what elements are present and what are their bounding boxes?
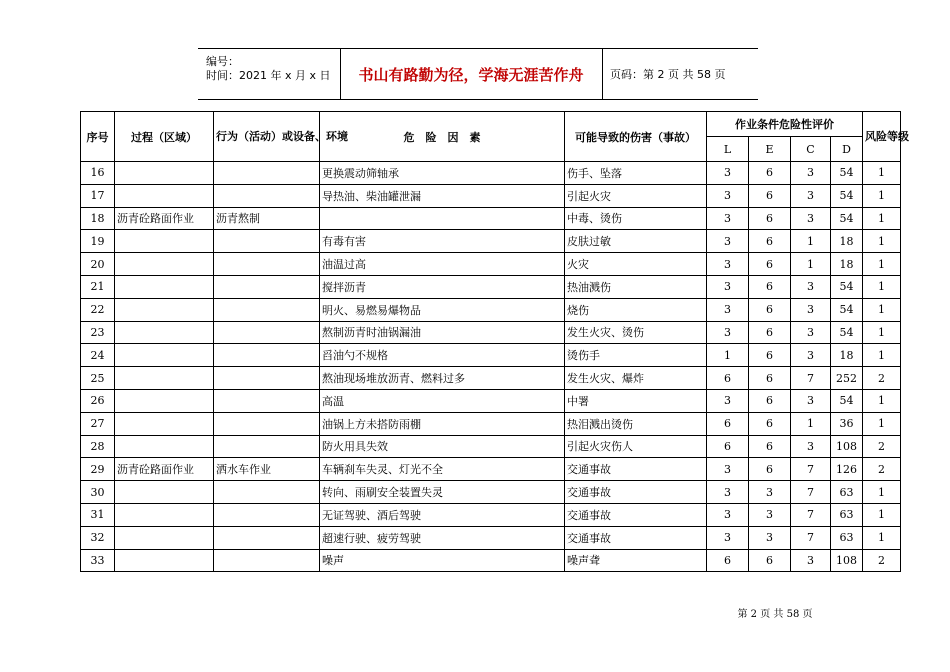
cell-activity — [214, 389, 320, 412]
cell-process — [115, 412, 214, 435]
header-risk-level: 风险等级 — [863, 112, 901, 162]
cell-seq: 23 — [81, 321, 115, 344]
header-process: 过程（区域） — [115, 112, 214, 162]
cell-activity — [214, 367, 320, 390]
cell-L: 6 — [707, 367, 749, 390]
table-row — [81, 207, 901, 230]
cell-activity — [214, 162, 320, 185]
cell-seq: 24 — [81, 344, 115, 367]
cell-process — [115, 435, 214, 458]
table-row — [81, 435, 901, 458]
cell-harm: 发生火灾、烫伤 — [565, 321, 707, 344]
cell-harm: 引起火灾伤人 — [565, 435, 707, 458]
cell-D: 36 — [831, 412, 863, 435]
cell-E: 3 — [749, 526, 791, 549]
cell-harm: 热油溅伤 — [565, 275, 707, 298]
cell-L: 6 — [707, 549, 749, 572]
header-L: L — [707, 137, 749, 162]
cell-hazard: 熬制沥青时油锅漏油 — [320, 321, 565, 344]
cell-risk-level: 1 — [863, 184, 901, 207]
cell-hazard: 舀油勺不规格 — [320, 344, 565, 367]
table-row — [81, 458, 901, 481]
cell-harm: 热泪溅出烫伤 — [565, 412, 707, 435]
cell-E: 6 — [749, 344, 791, 367]
cell-L: 3 — [707, 275, 749, 298]
cell-hazard: 超速行驶、疲劳驾驶 — [320, 526, 565, 549]
cell-harm: 烫伤手 — [565, 344, 707, 367]
cell-C: 7 — [791, 526, 831, 549]
cell-C: 3 — [791, 298, 831, 321]
header-evaluation: 作业条件危险性评价 — [707, 112, 863, 137]
cell-seq: 16 — [81, 162, 115, 185]
cell-hazard: 有毒有害 — [320, 230, 565, 253]
cell-E: 6 — [749, 412, 791, 435]
cell-harm: 交通事故 — [565, 458, 707, 481]
cell-L: 3 — [707, 253, 749, 276]
table-row — [81, 367, 901, 390]
header-E: E — [749, 137, 791, 162]
cell-process — [115, 481, 214, 504]
table-row — [81, 230, 901, 253]
cell-process — [115, 321, 214, 344]
cell-process — [115, 503, 214, 526]
table-row — [81, 162, 901, 185]
cell-process — [115, 275, 214, 298]
cell-D: 18 — [831, 253, 863, 276]
cell-D: 54 — [831, 389, 863, 412]
cell-activity — [214, 275, 320, 298]
cell-activity — [214, 526, 320, 549]
cell-C: 7 — [791, 481, 831, 504]
cell-risk-level: 1 — [863, 503, 901, 526]
table-row — [81, 412, 901, 435]
cell-hazard: 熬油现场堆放沥青、燃料过多 — [320, 367, 565, 390]
table-header-row — [81, 112, 901, 137]
cell-L: 6 — [707, 435, 749, 458]
table-row — [81, 549, 901, 572]
cell-seq: 17 — [81, 184, 115, 207]
header-activity: 行为（活动）或设备、环境 — [214, 112, 320, 162]
cell-seq: 22 — [81, 298, 115, 321]
document-number-label: 编号： — [206, 55, 239, 68]
cell-E: 3 — [749, 503, 791, 526]
cell-activity: 沥青熬制 — [214, 207, 320, 230]
cell-L: 3 — [707, 298, 749, 321]
cell-C: 1 — [791, 412, 831, 435]
cell-L: 6 — [707, 412, 749, 435]
cell-process — [115, 549, 214, 572]
cell-L: 3 — [707, 207, 749, 230]
cell-L: 3 — [707, 321, 749, 344]
cell-seq: 32 — [81, 526, 115, 549]
cell-activity — [214, 481, 320, 504]
cell-C: 3 — [791, 344, 831, 367]
cell-hazard: 转向、雨刷安全装置失灵 — [320, 481, 565, 504]
cell-process — [115, 162, 214, 185]
cell-activity: 洒水车作业 — [214, 458, 320, 481]
header-motto — [340, 49, 603, 99]
cell-hazard — [320, 207, 565, 230]
cell-D: 63 — [831, 526, 863, 549]
cell-C: 3 — [791, 549, 831, 572]
cell-process — [115, 253, 214, 276]
cell-risk-level: 1 — [863, 275, 901, 298]
cell-D: 63 — [831, 503, 863, 526]
cell-E: 6 — [749, 275, 791, 298]
cell-risk-level: 1 — [863, 162, 901, 185]
cell-L: 3 — [707, 389, 749, 412]
cell-risk-level: 1 — [863, 207, 901, 230]
cell-E: 6 — [749, 162, 791, 185]
cell-hazard: 导热油、柴油罐泄漏 — [320, 184, 565, 207]
cell-hazard: 油锅上方未搭防雨棚 — [320, 412, 565, 435]
cell-C: 3 — [791, 389, 831, 412]
cell-risk-level: 2 — [863, 549, 901, 572]
cell-seq: 31 — [81, 503, 115, 526]
cell-C: 3 — [791, 275, 831, 298]
header-hazard: 危 险 因 素 — [320, 112, 565, 162]
cell-D: 18 — [831, 230, 863, 253]
cell-E: 6 — [749, 435, 791, 458]
cell-seq: 18 — [81, 207, 115, 230]
cell-risk-level: 1 — [863, 481, 901, 504]
risk-assessment-table — [80, 111, 909, 572]
cell-activity — [214, 230, 320, 253]
cell-hazard: 噪声 — [320, 549, 565, 572]
cell-process: 沥青砼路面作业 — [115, 458, 214, 481]
cell-process — [115, 230, 214, 253]
cell-seq: 26 — [81, 389, 115, 412]
cell-E: 6 — [749, 389, 791, 412]
table-row — [81, 389, 901, 412]
cell-activity — [214, 549, 320, 572]
cell-risk-level: 1 — [863, 253, 901, 276]
cell-D: 54 — [831, 162, 863, 185]
cell-harm: 伤手、坠落 — [565, 162, 707, 185]
table-row — [81, 481, 901, 504]
cell-seq: 33 — [81, 549, 115, 572]
cell-harm: 噪声聋 — [565, 549, 707, 572]
header-page-number: 页码：第 2 页 共 58 页 — [610, 68, 726, 81]
cell-E: 6 — [749, 253, 791, 276]
cell-C: 1 — [791, 230, 831, 253]
header-harm: 可能导致的伤害（事故） — [565, 112, 707, 162]
cell-E: 6 — [749, 184, 791, 207]
cell-risk-level: 1 — [863, 230, 901, 253]
table-row — [81, 275, 901, 298]
cell-D: 252 — [831, 367, 863, 390]
table-row — [81, 344, 901, 367]
header-meta — [198, 49, 341, 99]
document-date: 时间：2021 年 x 月 x 日 — [206, 69, 331, 82]
cell-process — [115, 298, 214, 321]
cell-D: 54 — [831, 298, 863, 321]
header-D: D — [831, 137, 863, 162]
cell-hazard: 车辆刹车失灵、灯光不全 — [320, 458, 565, 481]
cell-C: 3 — [791, 184, 831, 207]
cell-risk-level: 1 — [863, 298, 901, 321]
cell-activity — [214, 298, 320, 321]
table-row — [81, 253, 901, 276]
cell-D: 108 — [831, 549, 863, 572]
cell-risk-level: 2 — [863, 435, 901, 458]
cell-process — [115, 389, 214, 412]
cell-L: 3 — [707, 162, 749, 185]
table-row — [81, 184, 901, 207]
cell-hazard: 高温 — [320, 389, 565, 412]
cell-E: 6 — [749, 321, 791, 344]
cell-harm: 发生火灾、爆炸 — [565, 367, 707, 390]
cell-seq: 27 — [81, 412, 115, 435]
cell-hazard: 无证驾驶、酒后驾驶 — [320, 503, 565, 526]
cell-seq: 20 — [81, 253, 115, 276]
cell-harm: 引起火灾 — [565, 184, 707, 207]
cell-E: 6 — [749, 458, 791, 481]
cell-L: 3 — [707, 184, 749, 207]
cell-seq: 19 — [81, 230, 115, 253]
cell-harm: 交通事故 — [565, 481, 707, 504]
page-header — [198, 48, 758, 100]
cell-E: 6 — [749, 549, 791, 572]
cell-harm: 火灾 — [565, 253, 707, 276]
cell-risk-level: 2 — [863, 458, 901, 481]
cell-harm: 中毒、烫伤 — [565, 207, 707, 230]
cell-C: 7 — [791, 503, 831, 526]
cell-E: 6 — [749, 367, 791, 390]
cell-D: 18 — [831, 344, 863, 367]
cell-E: 6 — [749, 207, 791, 230]
cell-activity — [214, 435, 320, 458]
cell-process: 沥青砼路面作业 — [115, 207, 214, 230]
cell-L: 3 — [707, 526, 749, 549]
cell-harm: 烧伤 — [565, 298, 707, 321]
cell-risk-level: 1 — [863, 389, 901, 412]
cell-C: 3 — [791, 435, 831, 458]
cell-risk-level: 1 — [863, 344, 901, 367]
cell-C: 1 — [791, 253, 831, 276]
header-seq: 序号 — [81, 112, 115, 162]
cell-C: 3 — [791, 207, 831, 230]
cell-E: 3 — [749, 481, 791, 504]
table-row — [81, 298, 901, 321]
cell-activity — [214, 321, 320, 344]
cell-D: 63 — [831, 481, 863, 504]
cell-risk-level: 1 — [863, 321, 901, 344]
cell-harm: 交通事故 — [565, 503, 707, 526]
cell-activity — [214, 184, 320, 207]
cell-seq: 28 — [81, 435, 115, 458]
cell-D: 108 — [831, 435, 863, 458]
cell-harm: 中署 — [565, 389, 707, 412]
cell-process — [115, 367, 214, 390]
cell-hazard: 更换震动筛轴承 — [320, 162, 565, 185]
cell-hazard: 防火用具失效 — [320, 435, 565, 458]
cell-C: 7 — [791, 367, 831, 390]
cell-D: 54 — [831, 275, 863, 298]
cell-C: 7 — [791, 458, 831, 481]
cell-D: 54 — [831, 207, 863, 230]
cell-L: 1 — [707, 344, 749, 367]
cell-D: 126 — [831, 458, 863, 481]
cell-seq: 29 — [81, 458, 115, 481]
cell-L: 3 — [707, 458, 749, 481]
cell-seq: 25 — [81, 367, 115, 390]
cell-E: 6 — [749, 298, 791, 321]
cell-hazard: 油温过高 — [320, 253, 565, 276]
cell-L: 3 — [707, 481, 749, 504]
table-row — [81, 503, 901, 526]
cell-process — [115, 184, 214, 207]
cell-seq: 21 — [81, 275, 115, 298]
cell-activity — [214, 344, 320, 367]
cell-C: 3 — [791, 321, 831, 344]
table-row — [81, 321, 901, 344]
cell-E: 6 — [749, 230, 791, 253]
cell-L: 3 — [707, 230, 749, 253]
cell-L: 3 — [707, 503, 749, 526]
page-footer: 第 2 页 共 58 页 — [737, 609, 813, 620]
cell-activity — [214, 253, 320, 276]
cell-seq: 30 — [81, 481, 115, 504]
cell-activity — [214, 412, 320, 435]
cell-process — [115, 526, 214, 549]
table-row — [81, 526, 901, 549]
cell-C: 3 — [791, 162, 831, 185]
cell-activity — [214, 503, 320, 526]
motto-text: 书山有路勤为径，学海无涯苦作舟 — [358, 65, 584, 84]
cell-risk-level: 2 — [863, 367, 901, 390]
header-C: C — [791, 137, 831, 162]
cell-D: 54 — [831, 184, 863, 207]
cell-harm: 交通事故 — [565, 526, 707, 549]
cell-hazard: 明火、易燃易爆物品 — [320, 298, 565, 321]
cell-risk-level: 1 — [863, 412, 901, 435]
cell-process — [115, 344, 214, 367]
cell-D: 54 — [831, 321, 863, 344]
cell-hazard: 搅拌沥青 — [320, 275, 565, 298]
cell-harm: 皮肤过敏 — [565, 230, 707, 253]
cell-risk-level: 1 — [863, 526, 901, 549]
